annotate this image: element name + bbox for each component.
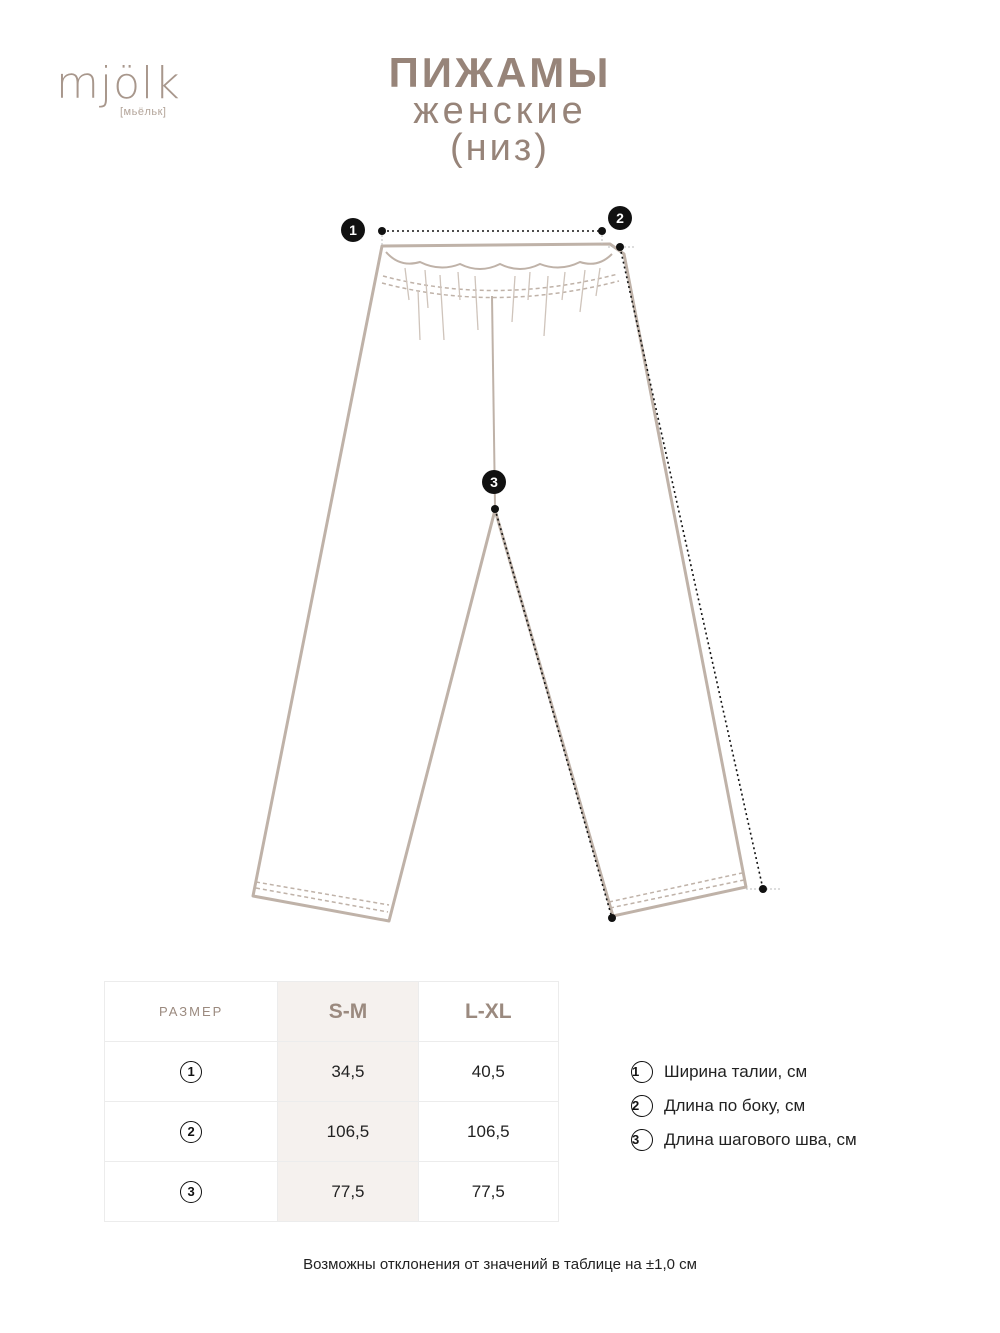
size-table (104, 981, 559, 1222)
page-subtitle: женские (413, 90, 587, 132)
row-marker: 3 (180, 1181, 202, 1203)
table-cell: 77,5 (471, 1181, 505, 1201)
table-cell: 106,5 (326, 1121, 370, 1141)
measurement-legend (631, 1055, 857, 1157)
legend-text: Ширина талии, см (664, 1062, 808, 1081)
legend-text: Длина по боку, см (664, 1096, 806, 1115)
pants-outline (253, 244, 746, 921)
legend-marker: 1 (631, 1061, 653, 1083)
legend-item (631, 1055, 857, 1089)
tolerance-note: Возможны отклонения от значений в таблице на ±1,0 см (303, 1256, 697, 1273)
table-header-row (105, 982, 559, 1042)
size-header-sm: S-M (278, 982, 418, 1042)
table-cell: 34,5 (331, 1061, 365, 1081)
legend-item (631, 1089, 857, 1123)
legend-marker: 2 (631, 1095, 653, 1117)
row-marker: 1 (180, 1061, 202, 1083)
inseam-measure-end (608, 914, 616, 922)
page-title: ПИЖАМЫ (388, 49, 612, 96)
table-row (105, 1042, 559, 1102)
inseam-measure-start (491, 505, 499, 513)
logo-transliteration: [мьёльк] (120, 106, 167, 118)
legend-text: Длина шагового шва, см (664, 1130, 857, 1149)
page-subtitle-qualifier: (низ) (450, 127, 550, 169)
side-measure-start (616, 243, 624, 251)
size-header-lxl: L-XL (418, 982, 558, 1042)
waist-measure-end (598, 227, 606, 235)
table-row (105, 1162, 559, 1222)
side-measure-end (759, 885, 767, 893)
row-marker: 2 (180, 1121, 202, 1143)
logo-name: mjölk (56, 58, 181, 109)
table-cell: 106,5 (467, 1121, 510, 1141)
table-cell: 77,5 (331, 1181, 365, 1201)
waist-measure-start (378, 227, 386, 235)
marker-1: 1 (341, 218, 365, 242)
legend-marker: 3 (631, 1129, 653, 1151)
marker-2: 2 (608, 206, 632, 230)
marker-3: 3 (482, 470, 506, 494)
legend-item (631, 1123, 857, 1157)
table-cell: 40,5 (471, 1061, 505, 1081)
size-header-label: РАЗМЕР (105, 982, 278, 1042)
table-row (105, 1102, 559, 1162)
